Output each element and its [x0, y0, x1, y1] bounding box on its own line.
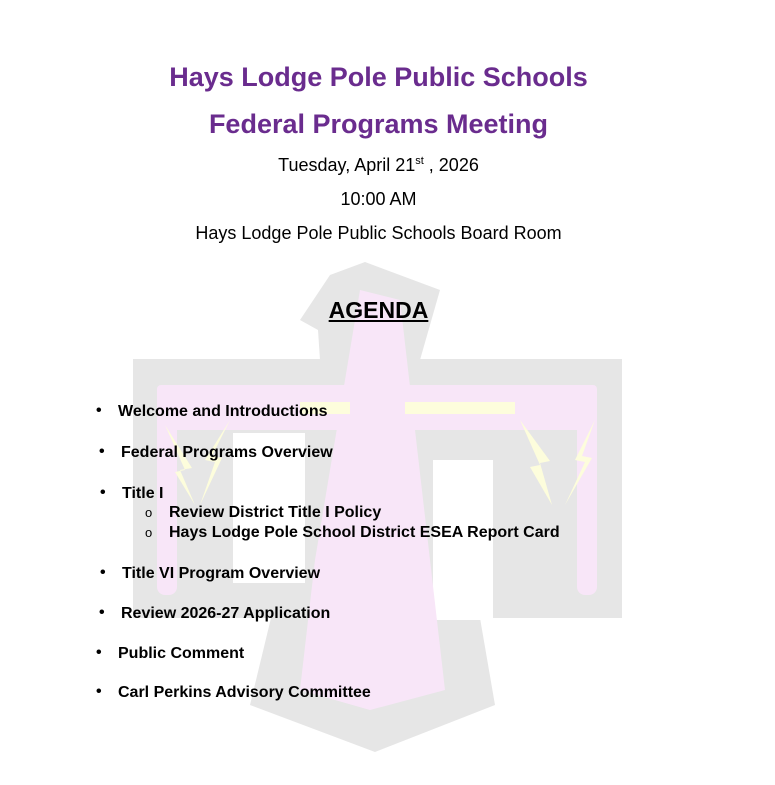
agenda-subitem	[145, 504, 382, 522]
agenda-item	[100, 564, 321, 583]
agenda-item-label: Carl Perkins Advisory Committee	[118, 684, 371, 701]
agenda-item	[96, 402, 328, 421]
date-suffix-sup: st	[415, 155, 424, 167]
agenda-item-label: Welcome and Introductions	[118, 403, 328, 420]
agenda-item	[99, 604, 331, 623]
agenda-heading: AGENDA	[328, 297, 429, 323]
bullet-icon: •	[96, 683, 102, 700]
meeting-title: Federal Programs Meeting	[208, 109, 549, 139]
bullet-icon: •	[100, 564, 106, 581]
agenda-subitem	[145, 524, 560, 542]
circle-bullet-icon: o	[145, 525, 153, 540]
school-title: Hays Lodge Pole Public Schools	[169, 62, 588, 92]
meeting-date	[0, 155, 757, 176]
circle-bullet-icon: o	[145, 505, 153, 520]
agenda-item-label: Public Comment	[118, 645, 245, 662]
agenda-item-label: Title VI Program Overview	[122, 565, 321, 582]
agenda-item	[100, 484, 164, 503]
meeting-location: Hays Lodge Pole Public Schools Board Room	[195, 223, 562, 243]
bullet-icon: •	[96, 644, 102, 661]
bullet-icon: •	[99, 604, 105, 621]
agenda-item-label: Review 2026-27 Application	[121, 605, 331, 622]
bullet-icon: •	[96, 402, 102, 419]
agenda-subitem-label: Hays Lodge Pole School District ESEA Report Card	[169, 524, 560, 541]
agenda-item	[99, 443, 333, 462]
bullet-icon: •	[99, 443, 105, 460]
agenda-item	[96, 644, 245, 663]
date-year: , 2026	[423, 155, 479, 175]
bullet-icon: •	[100, 484, 106, 501]
agenda-item	[96, 683, 371, 702]
agenda-item-label: Federal Programs Overview	[121, 444, 333, 461]
meeting-time: 10:00 AM	[340, 189, 417, 209]
date-prefix: Tuesday, April 21	[278, 155, 416, 175]
agenda-subitem-label: Review District Title I Policy	[169, 504, 382, 521]
agenda-item-label: Title I	[122, 485, 164, 502]
